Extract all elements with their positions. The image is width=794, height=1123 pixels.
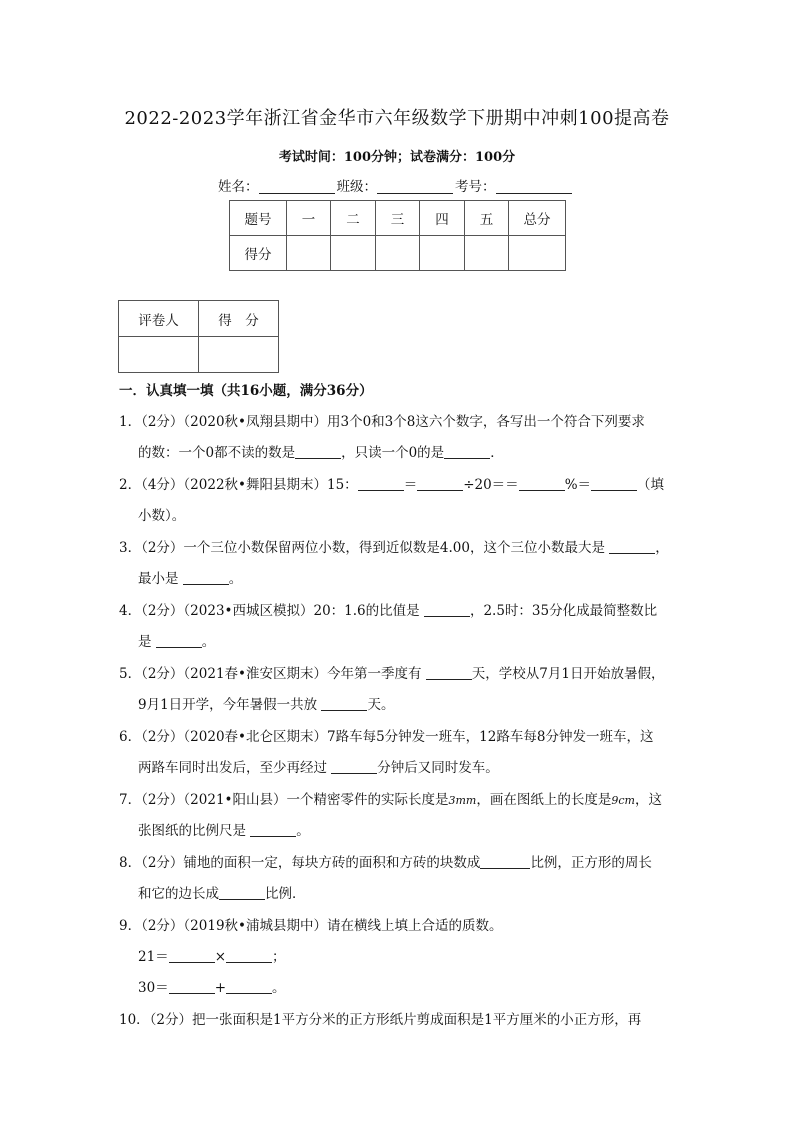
question-text: ，画在图纸上的长度是 <box>476 792 612 808</box>
answer-blank[interactable] <box>444 446 490 459</box>
question-text: 21＝ <box>138 949 169 965</box>
question-7-line-1 <box>119 788 679 808</box>
score-header-cell: 总分 <box>509 201 566 236</box>
question-8-line-2 <box>138 882 306 902</box>
question-4-line-2 <box>138 630 215 650</box>
answer-blank[interactable] <box>156 635 202 648</box>
answer-blank[interactable] <box>219 887 265 900</box>
question-text: （填 <box>637 477 665 493</box>
question-text: 天，学校从7月1日开始放暑假， <box>471 666 665 682</box>
question-text: 最小是 <box>138 571 179 587</box>
question-8-line-1 <box>119 851 679 871</box>
answer-blank[interactable] <box>169 950 215 963</box>
question-text: 的数：一个0都不读的数是 <box>138 445 296 461</box>
question-text: 分钟后又同时发车。 <box>377 760 499 776</box>
score-header-cell: 三 <box>376 201 420 236</box>
question-5-line-1 <box>119 662 679 682</box>
name-field[interactable] <box>259 179 335 194</box>
unit-cm: 9cm <box>611 794 635 807</box>
answer-blank[interactable] <box>591 478 637 491</box>
grader-header-row <box>119 301 279 337</box>
id-field[interactable] <box>496 179 572 194</box>
score-header-cell: 二 <box>331 201 376 236</box>
score-table-header-row <box>230 201 566 236</box>
answer-blank[interactable] <box>295 446 341 459</box>
score-cell[interactable] <box>465 236 509 271</box>
score-table <box>229 200 566 271</box>
score-header-cell: 题号 <box>230 201 287 236</box>
question-10-line-1: 10．（2分）把一张面积是1平方分米的正方形纸片剪成面积是1平方厘米的小正方形，再 <box>119 1012 642 1028</box>
answer-blank[interactable] <box>226 950 272 963</box>
question-1-line-1: 1．（2分）（2020秋•凤翔县期中）用3个0和3个8这六个数字，各写出一个符合下列要求 <box>119 414 645 430</box>
score-header-cell: 一 <box>287 201 331 236</box>
answer-blank[interactable] <box>250 824 296 837</box>
class-field[interactable] <box>377 179 453 194</box>
question-text: 比例，正方形的周长 <box>530 855 652 871</box>
class-label: 班级： <box>336 179 377 195</box>
question-text: 9月1日开学，今年暑假一共放 <box>138 697 318 713</box>
question-text: 两路车同时出发后，至少再经过 <box>138 760 327 776</box>
answer-blank[interactable] <box>426 667 472 680</box>
answer-blank[interactable] <box>358 478 404 491</box>
question-text: 。 <box>228 571 243 587</box>
name-label: 姓名： <box>218 179 259 195</box>
answer-blank[interactable] <box>424 604 470 617</box>
score-cell[interactable] <box>420 236 465 271</box>
student-info-line <box>218 175 574 195</box>
score-row-label: 得分 <box>230 236 287 271</box>
grader-table <box>118 300 279 373</box>
question-text: 3．（2分）一个三位小数保留两位小数，得到近似数是4.00，这个三位小数最大是 <box>119 540 605 556</box>
question-text: 天。 <box>367 697 395 713</box>
score-header-cell: 四 <box>420 201 465 236</box>
exam-title: 2022-2023学年浙江省金华市六年级数学下册期中冲刺100提高卷 <box>124 108 670 129</box>
answer-blank[interactable] <box>609 541 655 554</box>
answer-blank[interactable] <box>519 478 565 491</box>
question-text: 。 <box>272 980 286 996</box>
question-text: 2．（4分）（2022秋•舞阳县期末）15： <box>119 477 358 493</box>
question-text: 5．（2分）（2021春•淮安区期末）今年第一季度有 <box>119 666 422 682</box>
question-text: 4．（2分）（2023•西城区模拟）20：1.6的比值是 <box>119 603 420 619</box>
question-text: ÷20＝＝ <box>463 477 519 493</box>
question-9-line-2 <box>138 945 286 965</box>
question-9-line-3 <box>138 976 286 996</box>
question-text: ＝ <box>403 477 418 493</box>
score-cell[interactable] <box>376 236 420 271</box>
question-text: 张图纸的比例尺是 <box>138 823 246 839</box>
question-text: 8．（2分）铺地的面积一定，每块方砖的面积和方砖的块数成 <box>119 855 481 871</box>
grader-input-row <box>119 337 279 373</box>
id-label: 考号： <box>455 179 496 195</box>
question-text: ． <box>490 445 504 461</box>
answer-blank[interactable] <box>321 698 367 711</box>
question-9-line-1: 9．（2分）（2019秋•浦城县期中）请在横线上填上合适的质数。 <box>119 918 503 934</box>
question-text: ，2.5时：35分化成最简整数比 <box>469 603 658 619</box>
answer-blank[interactable] <box>226 981 272 994</box>
answer-blank[interactable] <box>480 856 530 869</box>
question-text: × <box>214 949 226 965</box>
exam-subtitle: 考试时间：100分钟；试卷满分：100分 <box>278 150 516 165</box>
question-2-line-2: 小数）。 <box>138 508 186 524</box>
unit-mm: 3mm <box>448 794 477 807</box>
score-header-cell: 五 <box>465 201 509 236</box>
question-6-line-2 <box>138 756 499 776</box>
question-text: 。 <box>201 634 216 650</box>
grader-cell[interactable] <box>119 337 199 373</box>
question-text: 30＝ <box>138 980 169 996</box>
section-title: 一．认真填一填（共16小题，满分36分） <box>119 383 373 399</box>
question-text: ，这 <box>634 792 662 808</box>
score-table-score-row <box>230 236 566 271</box>
score-cell[interactable] <box>287 236 331 271</box>
question-7-line-2 <box>138 819 310 839</box>
answer-blank[interactable] <box>331 761 377 774</box>
question-text: 是 <box>138 634 152 650</box>
question-6-line-1: 6．（2分）（2020春•北仑区期末）7路车每5分钟发一班车，12路车每8分钟发一班车，这 <box>119 729 654 745</box>
question-text: ， <box>655 540 669 556</box>
score-cell[interactable] <box>331 236 376 271</box>
question-1-line-2 <box>138 441 504 461</box>
question-5-line-2 <box>138 693 394 713</box>
grader-score-cell[interactable] <box>199 337 279 373</box>
question-text: 7．（2分）（2021•阳山县）一个精密零件的实际长度是 <box>119 792 449 808</box>
question-text: + <box>214 980 226 996</box>
answer-blank[interactable] <box>183 572 229 585</box>
answer-blank[interactable] <box>417 478 463 491</box>
question-2-line-1 <box>119 473 679 493</box>
score-cell[interactable] <box>509 236 566 271</box>
question-text: 和它的边长成 <box>138 886 219 902</box>
question-3-line-1 <box>119 536 679 556</box>
question-text: ； <box>272 949 286 965</box>
question-text: 。 <box>296 823 310 839</box>
grader-score-label: 得 分 <box>199 301 279 337</box>
question-3-line-2 <box>138 567 242 587</box>
question-text: %＝ <box>564 477 592 493</box>
question-4-line-1 <box>119 599 679 619</box>
question-text: 比例． <box>265 886 306 902</box>
question-text: ，只读一个0的是 <box>341 445 445 461</box>
grader-label: 评卷人 <box>119 301 199 337</box>
answer-blank[interactable] <box>169 981 215 994</box>
